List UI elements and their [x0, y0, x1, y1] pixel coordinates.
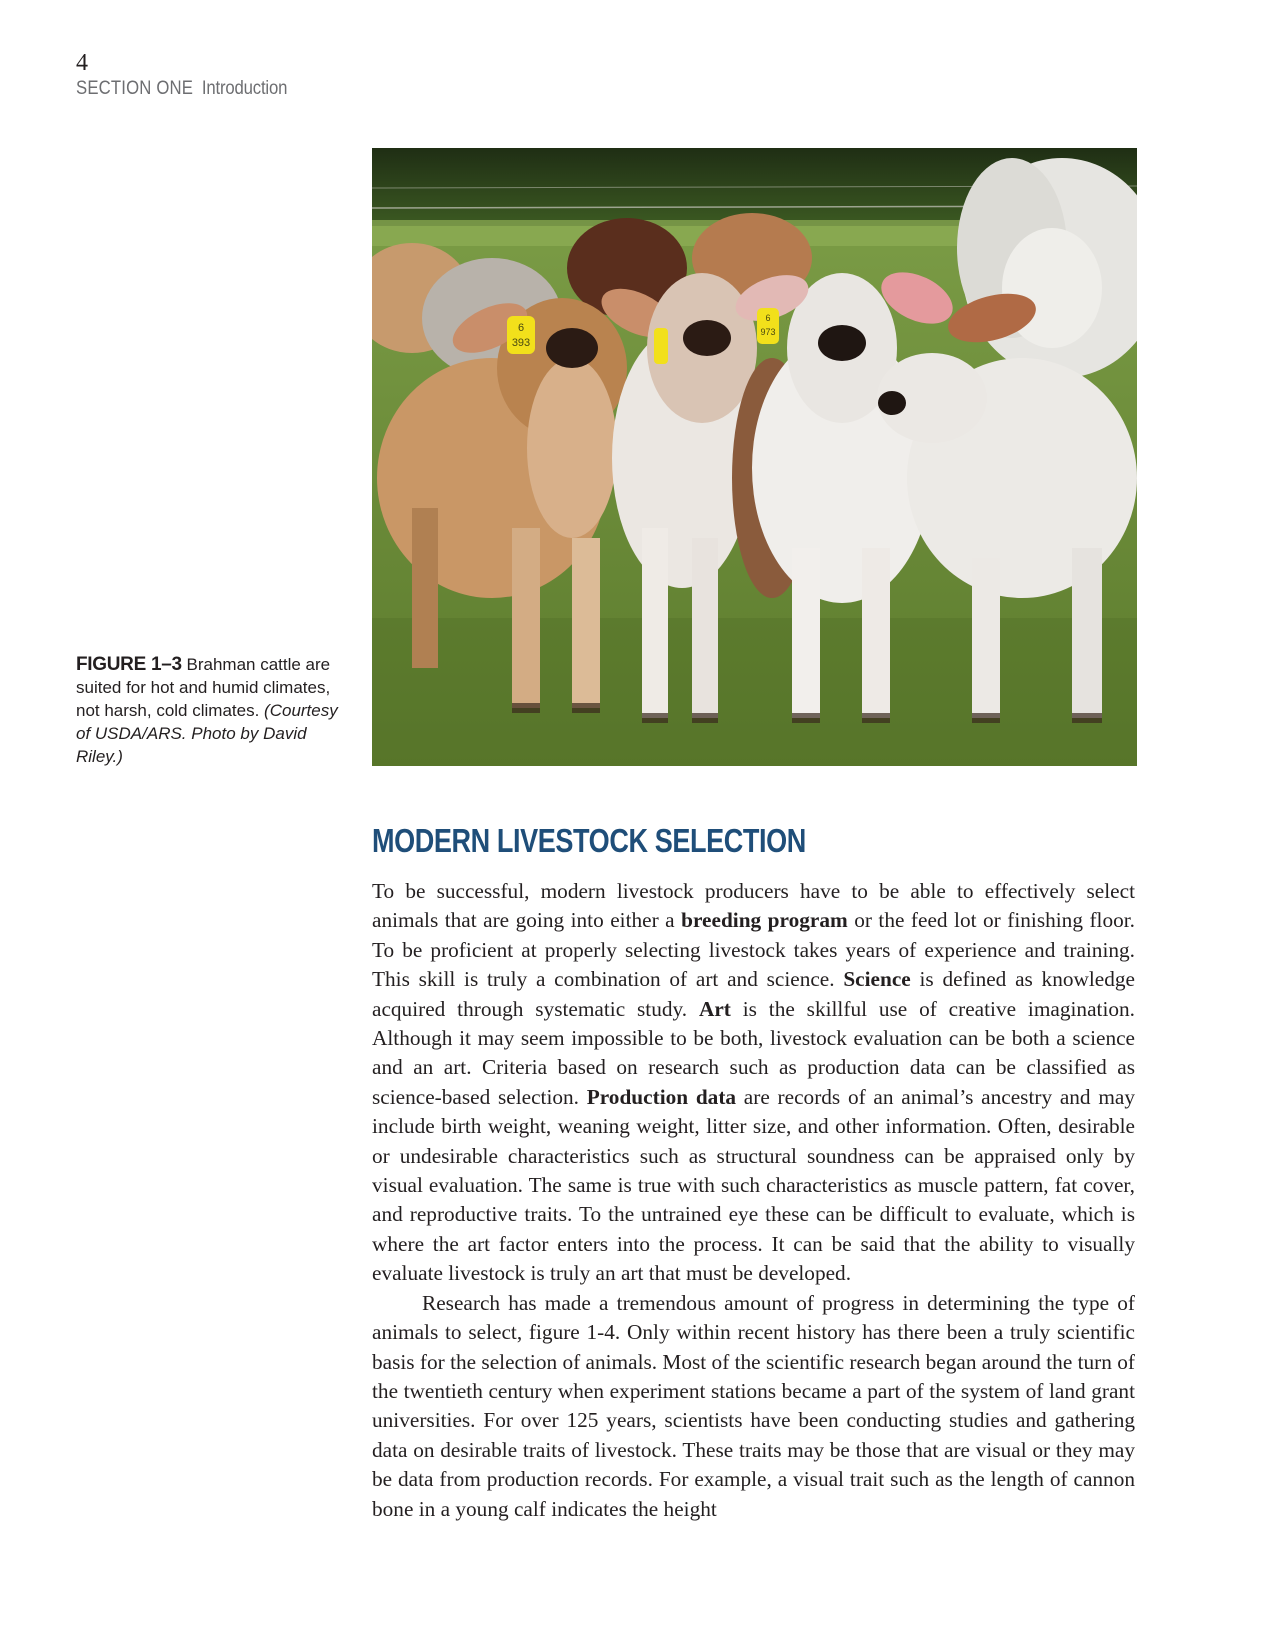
paragraph-2: Research has made a tremendous amount of progress in determining the type of animals to select, figure 1-4. Only within recent history has there been a truly scientific basis for the selection of animals. Most of the scientific research began around the turn of the twentieth century when experiment stations became a part of the system of land grant universities. For over 125 years, scientists have been conducting studies and gathering data on desirable traits of livestock. These traits may be those that are visual or they may be data from production records. For example, a visual trait such as the length of cannon bone in a young calf indicates the height — [372, 1290, 1135, 1521]
paragraph-1-text: or the feed lot or finishing floor. To be proficient at properly selecting livestock takes years of experience and training. This skill is truly a combination of art and science. — [372, 908, 1135, 992]
ear-tag-number: 6 — [517, 322, 525, 334]
key-term-production-data: Production data — [586, 1084, 737, 1109]
paragraph-1-text: is the skillful use of creative imagination. Although it may seem impossible to be both, livestock evaluation can be both a science and an art. Criteria based on research such as production data can be classified as science-based selection. — [372, 996, 1135, 1109]
key-term-art: Art — [698, 996, 731, 1021]
cattle-photo-illustration — [372, 148, 1137, 766]
key-term-breeding-program: breeding program — [681, 908, 848, 933]
section-title: Introduction — [201, 78, 288, 99]
ear-tag-number: 393 — [511, 337, 531, 349]
paragraph-1-text: To be successful, modern livestock producers have to be able to effectively select animals that are going into either a — [372, 879, 1135, 933]
section-label: SECTION ONE — [76, 78, 194, 99]
paragraph-1-text: is defined as knowledge acquired through systematic study. — [372, 967, 1135, 1021]
paragraph-1-text: are records of an animal’s ancestry and may include birth weight, weaning weight, litter size, and other information. Often, desirable or undesirable characteristics such as structural soundness can be appraised only by visual evaluation. The same is true with such characteristics as muscle pattern, fat cover, and reproductive traits. To the untrained eye these can be difficult to evaluate, which is where the art factor enters into the process. It can be said that the ability to visually evaluate livestock is truly an art that must be developed. — [372, 1084, 1135, 1286]
ear-tag-number: 6 — [765, 313, 771, 323]
figure-photo-brahman-cattle — [372, 148, 1137, 766]
page-number: 4 — [76, 50, 88, 76]
figure-label: FIGURE 1–3 — [76, 654, 182, 675]
section-heading: MODERN LIVESTOCK SELECTION — [372, 822, 806, 859]
ear-tag-number: 973 — [760, 327, 776, 337]
key-term-science: Science — [843, 967, 911, 992]
figure-credit: (Courtesy of USDA/ARS. Photo by David Riley.) — [76, 701, 338, 766]
paragraph-1 — [372, 877, 1135, 1289]
figure-caption — [76, 653, 346, 768]
running-head — [76, 78, 287, 100]
figure-caption-text: Brahman cattle are suited for hot and humid climates, not harsh, cold climates. — [76, 655, 331, 720]
body-text — [372, 877, 1135, 1524]
